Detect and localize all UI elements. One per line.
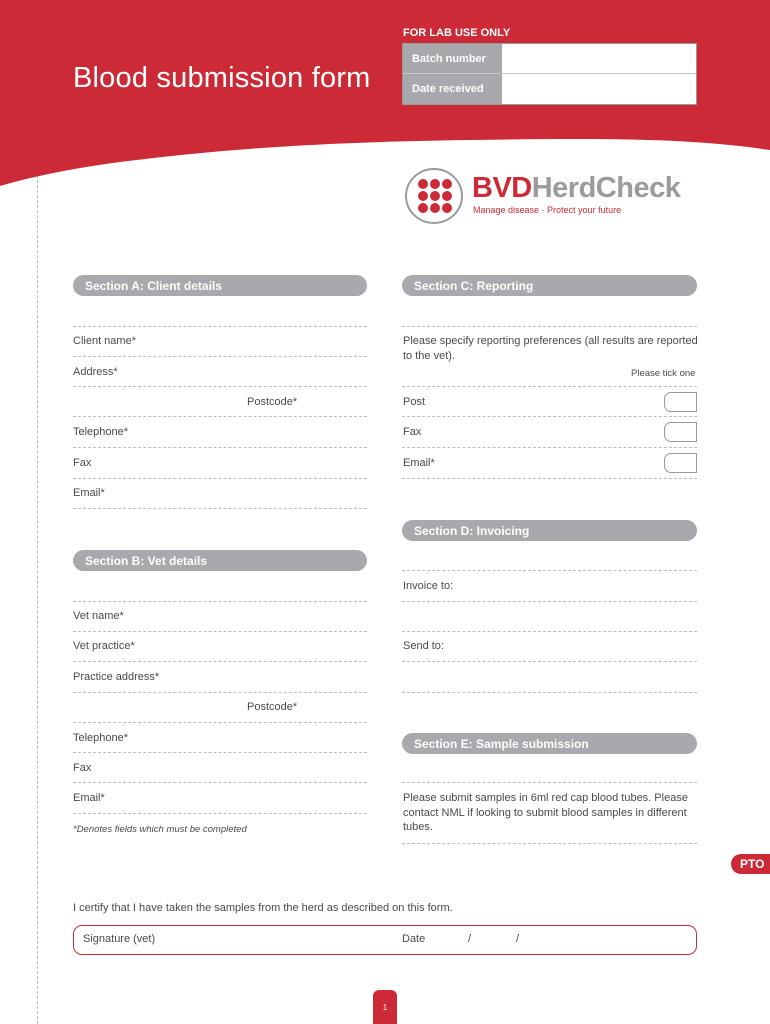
divider	[73, 416, 367, 417]
brand-name-grey: HerdCheck	[531, 172, 681, 204]
vet-fax-label: Fax	[73, 762, 92, 774]
report-option-email-label: Email*	[403, 457, 435, 469]
signature-box[interactable]	[73, 925, 697, 955]
section-d-header: Section D: Invoicing	[402, 520, 697, 541]
divider	[73, 722, 367, 723]
certification-statement: I certify that I have taken the samples from the herd as described on this form.	[73, 902, 453, 914]
divider	[402, 843, 697, 844]
report-email-checkbox[interactable]	[664, 453, 697, 473]
client-telephone-label: Telephone*	[73, 426, 129, 438]
client-name-label: Client name*	[73, 335, 136, 347]
divider	[73, 601, 367, 602]
section-c-header: Section C: Reporting	[402, 275, 697, 296]
required-fields-note: *Denotes fields which must be completed	[73, 824, 247, 835]
vet-email-label: Email*	[73, 792, 105, 804]
date-received-label: Date received	[403, 74, 502, 104]
date-received-row	[403, 74, 696, 104]
date-separator: /	[468, 933, 472, 945]
date-label: Date	[402, 933, 426, 945]
divider	[402, 416, 697, 417]
send-to-label: Send to:	[403, 640, 444, 652]
client-address-label: Address*	[73, 366, 118, 378]
client-email-label: Email*	[73, 487, 105, 499]
divider	[73, 692, 367, 693]
divider	[73, 447, 367, 448]
section-a-header: Section A: Client details	[73, 275, 367, 296]
section-b-header: Section B: Vet details	[73, 550, 367, 571]
divider	[402, 570, 697, 571]
batch-number-label: Batch number	[403, 44, 502, 73]
divider	[402, 631, 697, 632]
divider	[73, 813, 367, 814]
lab-use-only-heading: FOR LAB USE ONLY	[403, 27, 511, 39]
report-option-post-label: Post	[403, 396, 426, 408]
lab-use-box	[402, 43, 697, 105]
divider	[73, 631, 367, 632]
divider	[73, 356, 367, 357]
divider	[402, 478, 697, 479]
date-separator: /	[516, 933, 520, 945]
vet-practice-label: Vet practice*	[73, 640, 135, 652]
divider	[402, 661, 697, 662]
client-postcode-label: Postcode*	[247, 396, 298, 408]
divider	[73, 661, 367, 662]
vet-telephone-label: Telephone*	[73, 732, 129, 744]
batch-number-row	[403, 44, 696, 74]
brand-tagline: Manage disease · Protect your future	[473, 205, 622, 215]
vet-name-label: Vet name*	[73, 610, 124, 622]
divider	[73, 782, 367, 783]
divider	[402, 447, 697, 448]
reporting-intro: Please specify reporting preferences (all results are reported to the vet).	[403, 335, 698, 362]
batch-number-field[interactable]	[502, 44, 696, 73]
divider	[73, 508, 367, 509]
brand-name-red: BVD	[472, 172, 532, 204]
section-e-header: Section E: Sample submission	[402, 733, 697, 754]
pto-tab: PTO	[731, 854, 770, 874]
divider	[402, 692, 697, 693]
page-number: 1	[373, 990, 397, 1024]
signature-label: Signature (vet)	[83, 933, 156, 945]
divider	[402, 601, 697, 602]
brand-name	[472, 172, 680, 205]
report-post-checkbox[interactable]	[664, 392, 697, 412]
divider	[402, 782, 697, 783]
bvd-logo-icon	[404, 168, 466, 226]
report-option-fax-label: Fax	[403, 426, 422, 438]
report-fax-checkbox[interactable]	[664, 422, 697, 442]
client-fax-label: Fax	[73, 457, 92, 469]
divider	[402, 386, 697, 387]
sample-submission-text: Please submit samples in 6ml red cap blood tubes. Please contact NML if looking to submit blood samples in different tubes.	[403, 792, 688, 833]
practice-address-label: Practice address*	[73, 671, 160, 683]
divider	[73, 752, 367, 753]
divider	[73, 386, 367, 387]
tick-hint: Please tick one	[631, 368, 696, 379]
divider	[73, 478, 367, 479]
date-received-field[interactable]	[502, 74, 696, 104]
divider	[73, 326, 367, 327]
invoice-to-label: Invoice to:	[403, 580, 454, 592]
page-title: Blood submission form	[73, 62, 371, 94]
vet-postcode-label: Postcode*	[247, 701, 298, 713]
divider	[402, 326, 697, 327]
